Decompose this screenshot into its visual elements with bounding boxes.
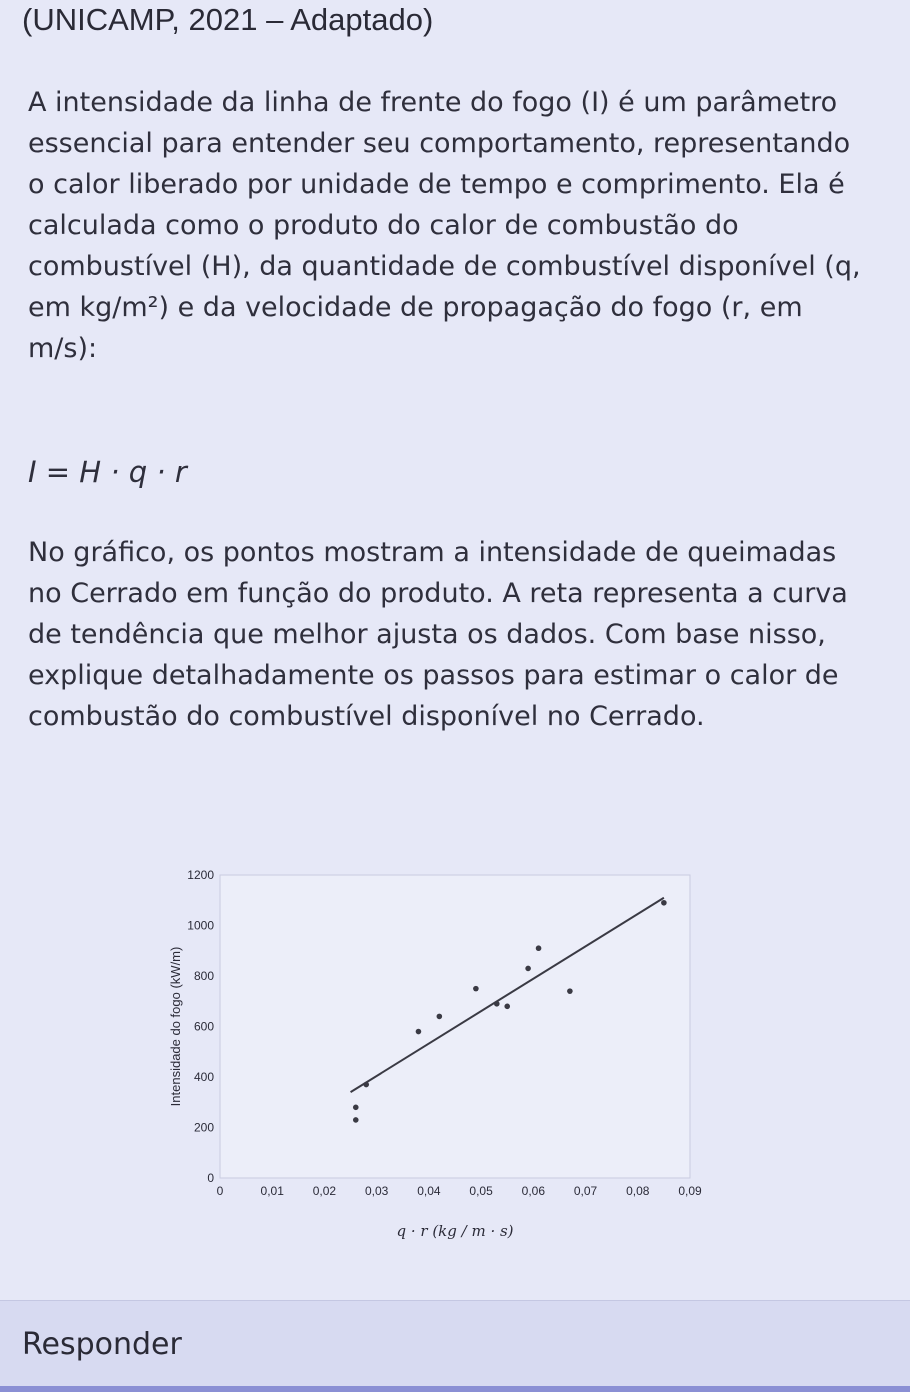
question-source: (UNICAMP, 2021 – Adaptado) bbox=[22, 2, 434, 37]
data-point bbox=[353, 1105, 359, 1111]
y-tick-label: 1000 bbox=[187, 918, 214, 933]
x-tick-label: 0,09 bbox=[678, 1184, 702, 1198]
data-point bbox=[353, 1117, 359, 1123]
question-paragraph-1: A intensidade da linha de frente do fogo (I) é um parâmetro essencial para entender seu comportamento, representando o calor liberado por unidade de tempo e comprimento. Ela é calculada como o produto do calor de combustão do combustível (H), da quantidade de combustível disponível (q, em kg/m²) e da velocidade de propagação do fogo (r, em m/s): bbox=[28, 87, 861, 364]
data-point bbox=[661, 900, 667, 906]
y-tick-label: 200 bbox=[193, 1120, 214, 1135]
y-tick-label: 600 bbox=[193, 1019, 214, 1034]
data-point bbox=[437, 1014, 443, 1020]
y-tick-label: 400 bbox=[193, 1070, 214, 1084]
x-tick-label: 0,06 bbox=[521, 1184, 546, 1198]
data-point bbox=[536, 945, 542, 951]
scatter-chart bbox=[150, 860, 730, 1265]
data-point bbox=[504, 1004, 510, 1010]
x-tick-label: 0,07 bbox=[573, 1184, 598, 1198]
y-axis-label: Intensidade do fogo (kW/m) bbox=[168, 946, 183, 1107]
y-tick-label: 0 bbox=[207, 1171, 214, 1185]
answer-button[interactable]: Responder bbox=[22, 1327, 182, 1362]
x-tick-label: 0,01 bbox=[260, 1184, 284, 1198]
question-paragraph-2: No gráfico, os pontos mostram a intensidade de queimadas no Cerrado em função do produto. A reta representa a curva de tendência que melhor ajusta os dados. Com base nisso, explique detalhadamente os passos para estimar o calor de combustão do combustível disponível no Cerrado. bbox=[28, 537, 848, 732]
x-axis-label: q · r (kg / m · s) bbox=[396, 1222, 514, 1240]
y-tick-label: 800 bbox=[193, 969, 214, 983]
data-point bbox=[416, 1029, 422, 1035]
data-point bbox=[494, 1001, 500, 1007]
formula: I = H · q · r bbox=[28, 455, 187, 489]
answer-accent-line bbox=[0, 1386, 910, 1392]
x-tick-label: 0,05 bbox=[469, 1184, 493, 1198]
x-tick-label: 0,02 bbox=[312, 1184, 337, 1198]
x-tick-label: 0 bbox=[216, 1184, 224, 1198]
x-tick-label: 0,08 bbox=[626, 1184, 650, 1198]
data-point bbox=[363, 1082, 369, 1088]
x-tick-label: 0,03 bbox=[364, 1184, 389, 1198]
data-point bbox=[473, 986, 479, 992]
data-point bbox=[525, 966, 531, 972]
data-point bbox=[567, 988, 573, 994]
y-tick-label: 1200 bbox=[187, 868, 214, 882]
answer-bar[interactable] bbox=[0, 1300, 910, 1392]
x-tick-label: 0,04 bbox=[417, 1184, 441, 1198]
chart-svg bbox=[150, 860, 730, 1265]
